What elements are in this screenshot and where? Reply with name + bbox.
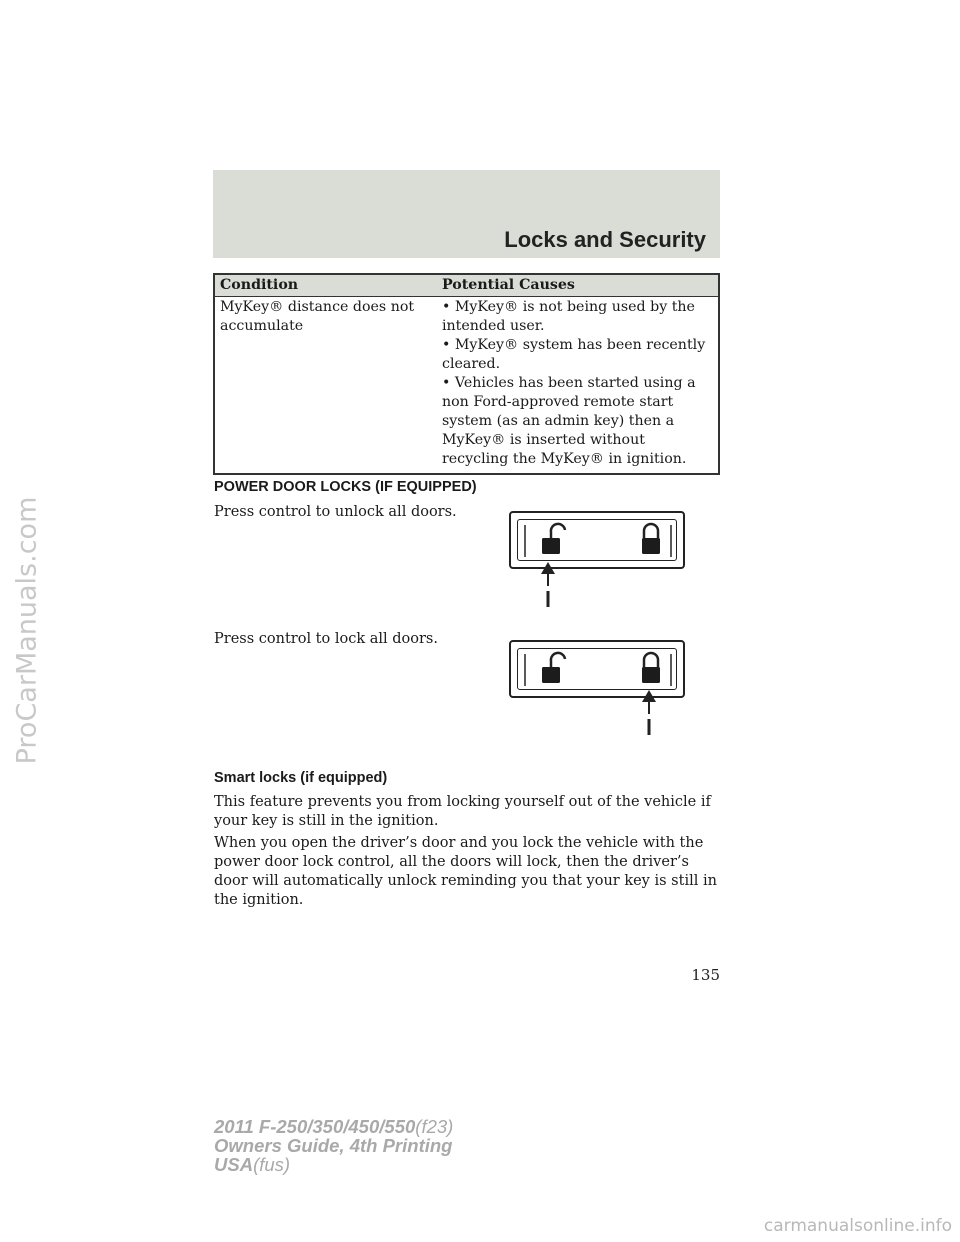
cause-item: • MyKey® is not being used by the intended user. — [442, 299, 695, 334]
table-row — [214, 297, 719, 475]
lock-icon — [642, 653, 660, 683]
smart-locks-heading: Smart locks (if equipped) — [214, 770, 388, 786]
lock-instruction: Press control to lock all doors. — [214, 631, 438, 647]
header-condition: Condition — [214, 274, 437, 297]
lock-icon — [642, 524, 660, 554]
header-potential-causes: Potential Causes — [437, 274, 719, 297]
causes-cell — [437, 297, 719, 475]
condition-cell: MyKey® distance does not accumulate — [214, 297, 437, 475]
condition-table — [213, 273, 720, 475]
arrow-up-icon — [637, 690, 661, 736]
section-title: Locks and Security — [504, 227, 706, 252]
footer-market-code: (fus) — [253, 1154, 291, 1175]
unlock-instruction: Press control to unlock all doors. — [214, 504, 457, 520]
door-lock-switch-unlock — [509, 511, 685, 569]
footer-model-code: (f23) — [415, 1116, 454, 1137]
side-watermark — [2, 430, 52, 830]
smart-locks-paragraph-1: This feature prevents you from locking yourself out of the vehicle if your key is still in the ignition. — [214, 794, 711, 829]
footer-model: 2011 F-250/350/450/550 — [214, 1116, 416, 1137]
smart-locks-paragraph-2: When you open the driver’s door and you lock the vehicle with the power door lock control, all the doors will lock, then the driver’s door will automatically unlock reminding you that your key is still in the ignition. — [214, 835, 717, 908]
footer-line-3 — [214, 1155, 453, 1174]
page-number: 135 — [691, 966, 720, 984]
footer-line-2: Owners Guide, 4th Printing — [214, 1135, 453, 1156]
arrow-up-icon — [536, 562, 560, 608]
cause-item: • MyKey® system has been recently cleared. — [442, 337, 706, 372]
footer-market: USA — [214, 1154, 254, 1175]
cause-item: • Vehicles has been started using a non Ford-approved remote start system (as an admin key) then a MyKey® is inserted without recycling the MyKey® in ignition. — [442, 375, 696, 467]
section-header-band — [213, 170, 720, 258]
unlock-icon — [542, 524, 565, 554]
footer-edition — [214, 1117, 453, 1174]
unlock-icon — [542, 653, 565, 683]
bottom-watermark: carmanualsonline.info — [763, 1216, 952, 1236]
power-door-locks-heading: POWER DOOR LOCKS (IF EQUIPPED) — [214, 479, 477, 495]
footer-line-1 — [214, 1117, 453, 1136]
table-header-row — [214, 274, 719, 297]
side-watermark-text: ProCarManuals.com — [11, 496, 43, 764]
